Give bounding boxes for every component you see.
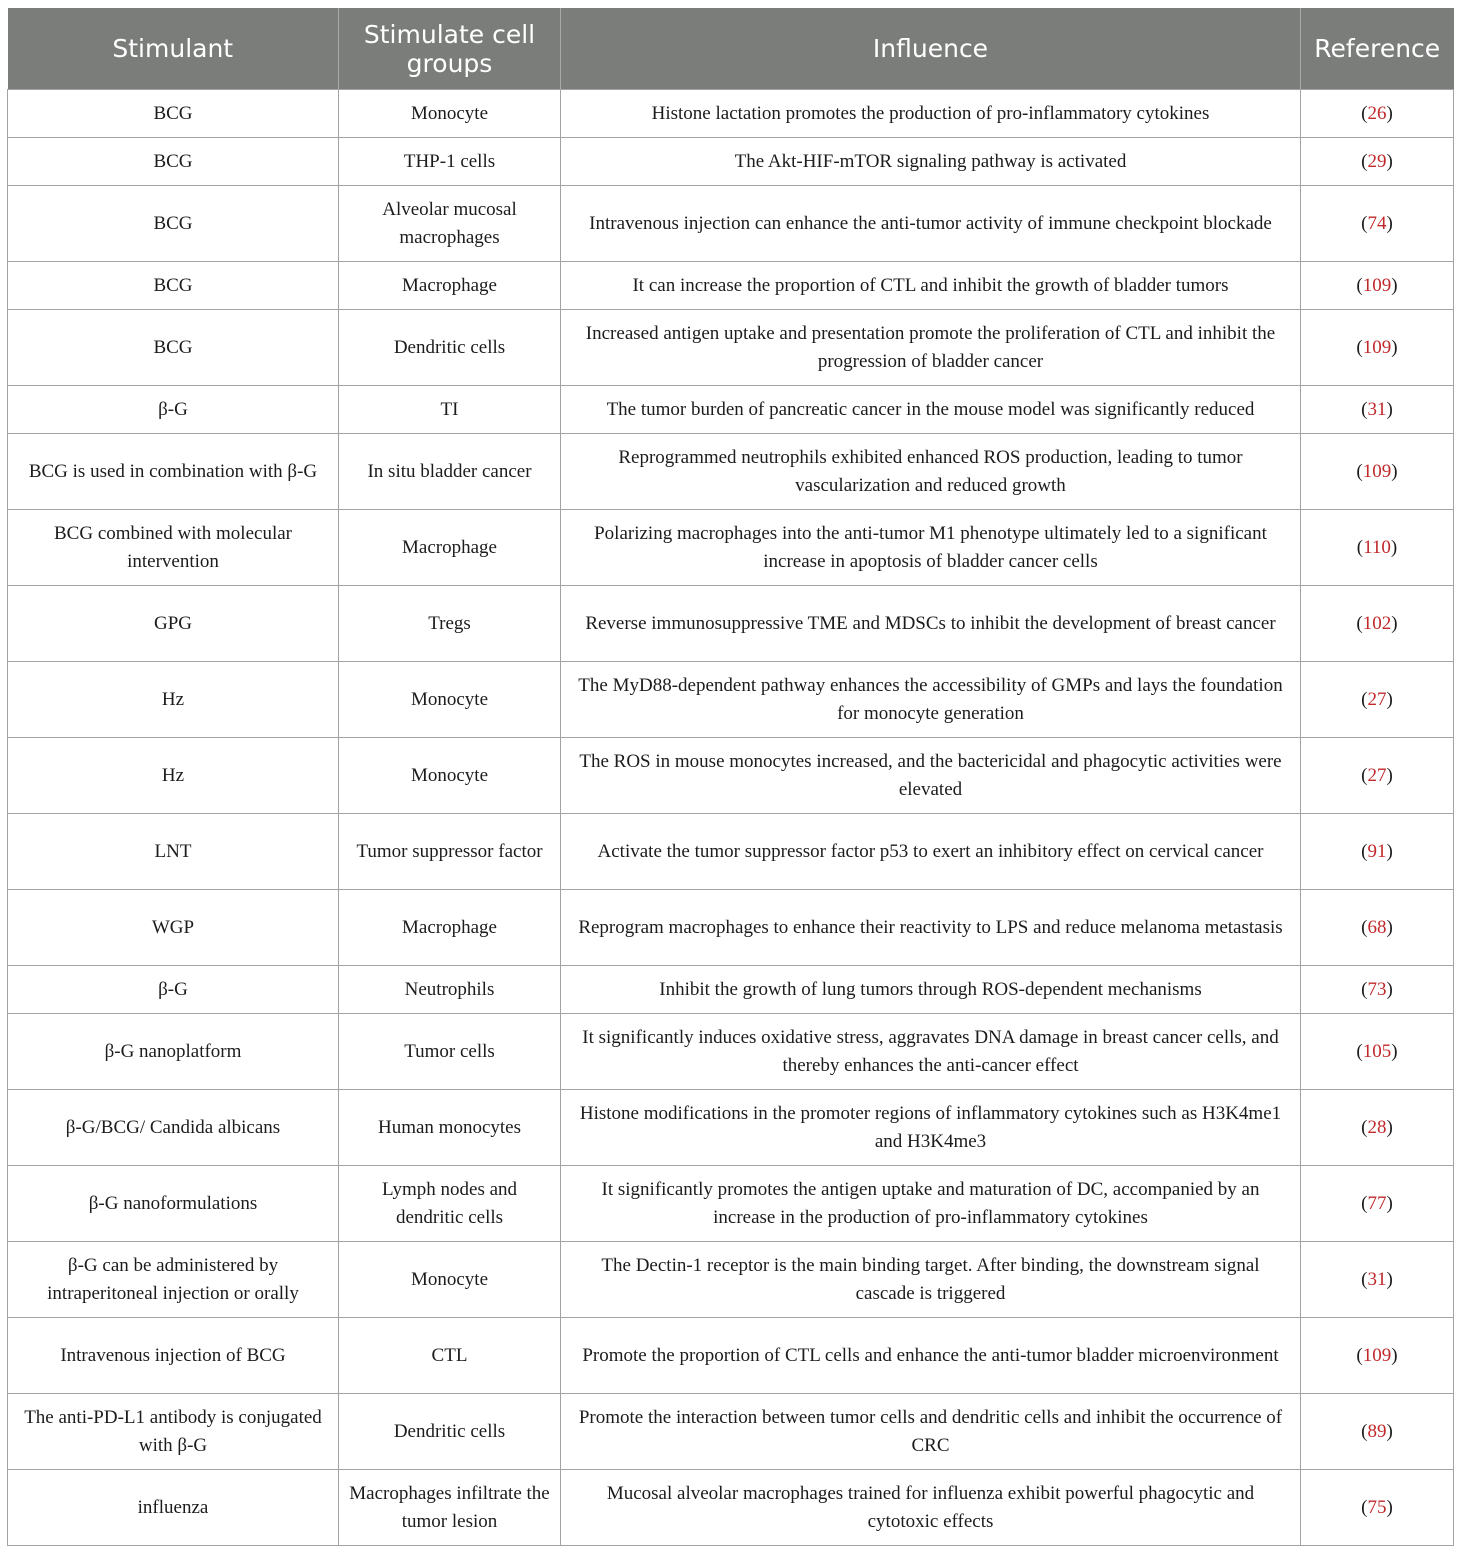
- reference-cell: (77): [1301, 1166, 1454, 1242]
- table-row: [8, 1470, 1454, 1546]
- cell-group-cell: Dendritic cells: [339, 1394, 561, 1470]
- table-row: [8, 434, 1454, 510]
- influence-cell: Promote the interaction between tumor cells and dendritic cells and inhibit the occurrence of CRC: [561, 1394, 1301, 1470]
- reference-cell: (109): [1301, 310, 1454, 386]
- reference-link[interactable]: 110: [1363, 536, 1391, 558]
- cell-group-cell: Macrophages infiltrate the tumor lesion: [339, 1470, 561, 1546]
- reference-cell: (102): [1301, 586, 1454, 662]
- table-row: [8, 1090, 1454, 1166]
- reference-link[interactable]: 29: [1367, 150, 1387, 172]
- reference-cell: (73): [1301, 966, 1454, 1014]
- influence-cell: Mucosal alveolar macrophages trained for influenza exhibit powerful phagocytic and cytotoxic effects: [561, 1470, 1301, 1546]
- reference-cell: (109): [1301, 1318, 1454, 1394]
- header-stimulate-cell-groups: Stimulate cell groups: [339, 8, 561, 90]
- cell-group-cell: THP-1 cells: [339, 138, 561, 186]
- stimulant-cell: influenza: [8, 1470, 339, 1546]
- cell-group-cell: Neutrophils: [339, 966, 561, 1014]
- influence-cell: The Akt-HIF-mTOR signaling pathway is activated: [561, 138, 1301, 186]
- stimulant-cell: The anti-PD-L1 antibody is conjugated with β-G: [8, 1394, 339, 1470]
- reference-cell: (27): [1301, 738, 1454, 814]
- header-influence: Influence: [561, 8, 1301, 90]
- table-row: [8, 90, 1454, 138]
- cell-group-cell: Tumor suppressor factor: [339, 814, 561, 890]
- reference-link[interactable]: 91: [1367, 840, 1387, 862]
- cell-group-cell: Tregs: [339, 586, 561, 662]
- cell-group-cell: Lymph nodes and dendritic cells: [339, 1166, 561, 1242]
- reference-link[interactable]: 77: [1367, 1192, 1387, 1214]
- table-row: [8, 966, 1454, 1014]
- cell-group-cell: Dendritic cells: [339, 310, 561, 386]
- stimulant-cell: β-G can be administered by intraperitoneal injection or orally: [8, 1242, 339, 1318]
- stimulant-cell: GPG: [8, 586, 339, 662]
- stimulant-cell: WGP: [8, 890, 339, 966]
- reference-cell: (91): [1301, 814, 1454, 890]
- reference-link[interactable]: 102: [1362, 612, 1392, 634]
- reference-cell: (74): [1301, 186, 1454, 262]
- table-row: [8, 186, 1454, 262]
- influence-cell: The MyD88-dependent pathway enhances the accessibility of GMPs and lays the foundation for monocyte generation: [561, 662, 1301, 738]
- reference-link[interactable]: 27: [1367, 688, 1387, 710]
- reference-link[interactable]: 26: [1367, 102, 1387, 124]
- reference-link[interactable]: 109: [1362, 336, 1392, 358]
- stimulant-cell: Intravenous injection of BCG: [8, 1318, 339, 1394]
- influence-cell: Histone lactation promotes the production of pro-inflammatory cytokines: [561, 90, 1301, 138]
- reference-cell: (89): [1301, 1394, 1454, 1470]
- table-row: [8, 138, 1454, 186]
- stimulant-cell: β-G/BCG/ Candida albicans: [8, 1090, 339, 1166]
- reference-link[interactable]: 105: [1362, 1040, 1392, 1062]
- reference-link[interactable]: 68: [1367, 916, 1387, 938]
- cell-group-cell: Monocyte: [339, 662, 561, 738]
- cell-group-cell: TI: [339, 386, 561, 434]
- influence-cell: The ROS in mouse monocytes increased, and the bactericidal and phagocytic activities were elevated: [561, 738, 1301, 814]
- cell-group-cell: Monocyte: [339, 738, 561, 814]
- reference-link[interactable]: 31: [1367, 1268, 1387, 1290]
- stimulant-cell: BCG: [8, 262, 339, 310]
- stimulant-table: [7, 8, 1454, 1546]
- stimulant-cell: β-G: [8, 386, 339, 434]
- influence-cell: The Dectin-1 receptor is the main binding target. After binding, the downstream signal cascade is triggered: [561, 1242, 1301, 1318]
- cell-group-cell: Macrophage: [339, 510, 561, 586]
- stimulant-cell: BCG: [8, 138, 339, 186]
- cell-group-cell: Tumor cells: [339, 1014, 561, 1090]
- influence-cell: Reprogram macrophages to enhance their reactivity to LPS and reduce melanoma metastasis: [561, 890, 1301, 966]
- influence-cell: Histone modifications in the promoter regions of inflammatory cytokines such as H3K4me1 and H3K4me3: [561, 1090, 1301, 1166]
- table-row: [8, 1394, 1454, 1470]
- reference-link[interactable]: 109: [1362, 460, 1392, 482]
- reference-link[interactable]: 75: [1367, 1496, 1387, 1518]
- cell-group-cell: Monocyte: [339, 90, 561, 138]
- cell-group-cell: Alveolar mucosal macrophages: [339, 186, 561, 262]
- table-row: [8, 1014, 1454, 1090]
- stimulant-cell: β-G nanoformulations: [8, 1166, 339, 1242]
- reference-link[interactable]: 28: [1367, 1116, 1387, 1138]
- cell-group-cell: Macrophage: [339, 262, 561, 310]
- header-row: [8, 8, 1454, 90]
- stimulant-cell: BCG: [8, 186, 339, 262]
- table-row: [8, 814, 1454, 890]
- reference-link[interactable]: 74: [1367, 212, 1387, 234]
- table-row: [8, 1318, 1454, 1394]
- influence-cell: Reverse immunosuppressive TME and MDSCs to inhibit the development of breast cancer: [561, 586, 1301, 662]
- stimulant-cell: β-G: [8, 966, 339, 1014]
- header-reference: Reference: [1301, 8, 1454, 90]
- reference-cell: (31): [1301, 1242, 1454, 1318]
- reference-cell: (75): [1301, 1470, 1454, 1546]
- reference-link[interactable]: 109: [1362, 274, 1392, 296]
- stimulant-cell: Hz: [8, 738, 339, 814]
- cell-group-cell: Macrophage: [339, 890, 561, 966]
- influence-cell: It can increase the proportion of CTL and inhibit the growth of bladder tumors: [561, 262, 1301, 310]
- stimulant-cell: BCG combined with molecular intervention: [8, 510, 339, 586]
- table-container: [7, 8, 1453, 1546]
- reference-cell: (110): [1301, 510, 1454, 586]
- cell-group-cell: CTL: [339, 1318, 561, 1394]
- header-stimulant: Stimulant: [8, 8, 339, 90]
- table-row: [8, 1166, 1454, 1242]
- influence-cell: Reprogrammed neutrophils exhibited enhanced ROS production, leading to tumor vascularization and reduced growth: [561, 434, 1301, 510]
- stimulant-cell: Hz: [8, 662, 339, 738]
- influence-cell: The tumor burden of pancreatic cancer in the mouse model was significantly reduced: [561, 386, 1301, 434]
- reference-cell: (109): [1301, 434, 1454, 510]
- reference-cell: (68): [1301, 890, 1454, 966]
- reference-cell: (26): [1301, 90, 1454, 138]
- table-row: [8, 586, 1454, 662]
- reference-link[interactable]: 27: [1367, 764, 1387, 786]
- reference-cell: (28): [1301, 1090, 1454, 1166]
- influence-cell: Promote the proportion of CTL cells and enhance the anti-tumor bladder microenvironment: [561, 1318, 1301, 1394]
- cell-group-cell: In situ bladder cancer: [339, 434, 561, 510]
- reference-cell: (105): [1301, 1014, 1454, 1090]
- stimulant-cell: BCG is used in combination with β-G: [8, 434, 339, 510]
- stimulant-cell: BCG: [8, 310, 339, 386]
- influence-cell: Polarizing macrophages into the anti-tumor M1 phenotype ultimately led to a significant increase in apoptosis of bladder cancer cells: [561, 510, 1301, 586]
- influence-cell: Intravenous injection can enhance the anti-tumor activity of immune checkpoint blockade: [561, 186, 1301, 262]
- table-row: [8, 738, 1454, 814]
- table-row: [8, 510, 1454, 586]
- table-row: [8, 310, 1454, 386]
- table-row: [8, 386, 1454, 434]
- reference-link[interactable]: 73: [1367, 978, 1387, 1000]
- influence-cell: Activate the tumor suppressor factor p53 to exert an inhibitory effect on cervical cancer: [561, 814, 1301, 890]
- influence-cell: It significantly induces oxidative stress, aggravates DNA damage in breast cancer cells, and thereby enhances the anti-cancer effect: [561, 1014, 1301, 1090]
- cell-group-cell: Human monocytes: [339, 1090, 561, 1166]
- cell-group-cell: Monocyte: [339, 1242, 561, 1318]
- reference-link[interactable]: 89: [1367, 1420, 1387, 1442]
- table-row: [8, 662, 1454, 738]
- reference-link[interactable]: 109: [1362, 1344, 1392, 1366]
- reference-cell: (109): [1301, 262, 1454, 310]
- influence-cell: Increased antigen uptake and presentation promote the proliferation of CTL and inhibit the progression of bladder cancer: [561, 310, 1301, 386]
- reference-cell: (29): [1301, 138, 1454, 186]
- table-row: [8, 262, 1454, 310]
- stimulant-cell: β-G nanoplatform: [8, 1014, 339, 1090]
- influence-cell: It significantly promotes the antigen uptake and maturation of DC, accompanied by an increase in the production of pro-inflammatory cytokines: [561, 1166, 1301, 1242]
- stimulant-cell: BCG: [8, 90, 339, 138]
- influence-cell: Inhibit the growth of lung tumors through ROS-dependent mechanisms: [561, 966, 1301, 1014]
- reference-cell: (31): [1301, 386, 1454, 434]
- stimulant-cell: LNT: [8, 814, 339, 890]
- table-row: [8, 890, 1454, 966]
- table-row: [8, 1242, 1454, 1318]
- reference-cell: (27): [1301, 662, 1454, 738]
- reference-link[interactable]: 31: [1367, 398, 1387, 420]
